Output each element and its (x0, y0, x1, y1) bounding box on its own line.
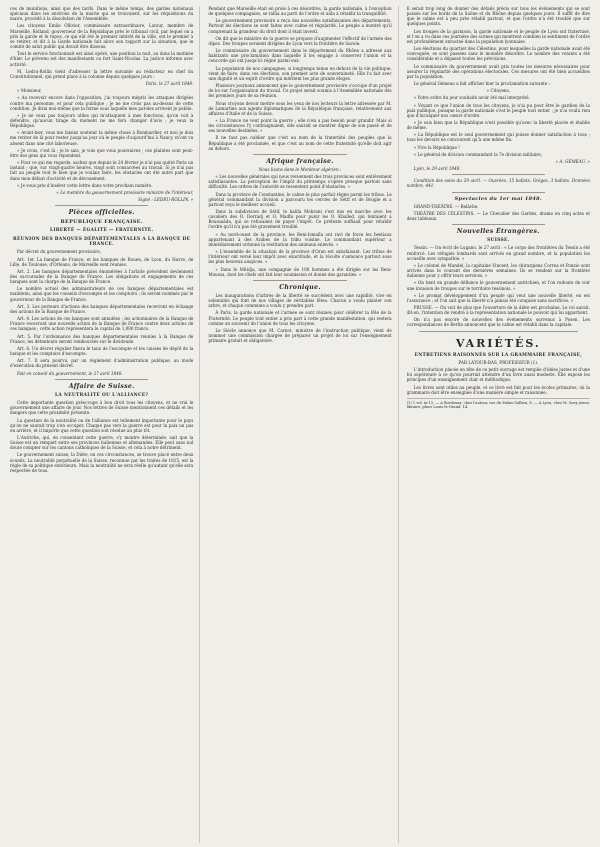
paragraph: THÉÂTRE DES CÉLESTINS. — Le Chevalier des Gardes, drame en cinq actes et deux tableaux. (406, 210, 590, 221)
paragraph: Le général Gémeau a fait afficher hier la proclamation suivante : (413, 81, 550, 87)
paragraph: L'Autriche, qui, en consentant cette guerre, s'y montre déterminée, sait que la Suisse est un rempart entre ses provinces italiennes et allemandes. Elle peut sans nul doute compter sur les cantons catholiques de la Suisse, et cela à notre détriment. (10, 435, 194, 451)
divider (55, 379, 148, 380)
paragraph: Art. 5. Par l'ordonnance des banques départementales réunies à la Banque de France, les détenteurs seront remboursés sur le dividende. (10, 333, 194, 344)
divider (55, 205, 148, 206)
paragraph: Tout le service fonctionnait est ainsi opéré, une position la nuit, au dans la matinée d'hier. Le prévenu est des manifestants ou fort Saint-Nicolas. La justice informe avec activité. (10, 51, 194, 67)
paragraph: « Au recevoir encore dans l'opposition, j'ai toujours mépris les attaques dirigées contre ma personne, et pour cela publique ; je ne me crois pas au-dessus de cette condition. Je dirai moi-même que la forme sous laquelle mes paroles arrivent je publie. (10, 95, 194, 111)
paragraph: « Les nouvelles générales qui nous reviennent des trois provinces sont entièrement satisfaisantes. La perception de l'impôt du printemps s'opère presque partout sans difficulté. Les ordres de l'autorité se ressentent point d'obstacles. » (208, 174, 392, 190)
paragraph: « Vive la République ! (413, 144, 460, 150)
signature-line: « Le membre du gouvernement provisoire ministre de l'intérieur, (56, 189, 194, 195)
paragraph: « La République est le seul gouvernement qui puisse donner satisfaction à tous ; tous les devoirs ne concourent qu'à une même fin. (406, 132, 590, 143)
paragraph: Le commissaire du gouvernement avait pris toutes les mesures nécessaires pour assurer la régularité des opérations électorales. Ces mesures ont été bien accueillies par la population. (406, 63, 590, 79)
paragraph: Tessin. — On écrit de Lugano, le 27 avril : « Le corps des frontières du Tessin a été renforcé. Les réfugiés lombards sont arrivés en grand nombre, et la population les accueille avec sympathie. » (406, 245, 590, 261)
paragraph: L'introduction placée en tête de ce petit ouvrage est remplie d'idées justes et d'une foi supérieure à ce qu'on pourrait attendre d'un livre aussi modeste. Elle expose les principes d'un enseignement clair et méthodique. (406, 367, 590, 383)
paragraph: « On tient en grande défiance le gouvernement autrichien, et l'on redoute de voir une invasion de troupes sur le territoire tessinois. » (406, 280, 590, 291)
paragraph: Il ne faut pas oublier que c'est au nom de la fraternité des peuples que la République a été proclamée, et que c'est au nom de cette fraternité qu'elle doit agir au dehors. (208, 135, 392, 151)
paragraph: « Avant-hier, vous me faisiez soutenir la même chose à Bombardier, et moi je dois me retirer de là pour rester jusqu'au jour où le peuple d'aujourd'hui à Nancy, m'ont vu absent dans une cité laborieuse. (10, 130, 194, 146)
divider (452, 192, 545, 193)
footnote: (1) 1 vol. in-12. — A Bordeaux, chez l'auteur, rue du Palais-Gallien, 8. — A Lyon, chez M. Savy jeune, libraire, place Louis-le-Grand, 14. (407, 398, 590, 410)
paragraph: La population de nos campagnes, si longtemps tenue en dehors de la vie politique, vient de faire, dans ces élections, son premier acte de souveraineté. Elle l'a fait avec une dignité et un esprit d'ordre qui méritent les plus grands éloges. (208, 65, 392, 81)
paragraph: Le gouvernement suisse, la Diète, en ces circonstances, se trouve placé entre deux écueils. La neutralité perpétuelle de la Suisse, reconnue par les traités de 1815, est la règle de sa politique extérieure. Mais la neutralité ne sera réelle qu'autant qu'elle sera respectée de tous. (10, 452, 194, 473)
paragraph: « Je suis bien que la République n'est possible qu'avec la liberté placée et établie de même. (406, 119, 590, 131)
paragraph: « Pour ce qui me regarde, sachez que depuis le 24 février je n'ai pas quitté Paris un instant ; que, sur vingt-quatre heures, vingt sont consacrées au travail. Si je n'ai pas fait au peuple tout le bien que je voulais faire, les obstacles ont été autre part que dans mon défaut d'activité et de dévouement. (10, 160, 194, 181)
paragraph: Dans la province de Constantine, le calme le plus parfait règne parmi les tribus. Le général commandant la division a parcouru les cercles de Sétif et de Bougie et a partout reçu le meilleur accueil. (208, 191, 392, 207)
paragraph: « Je crois, c'est là ; je le sais, je vois que vous poursuivez ; ces plaintes sont peut-être des gens qui vous répondent. (10, 147, 194, 158)
paragraph: « Le colonel de Mandel, la capitaine Vincent, les chirurgiens Correa et Ponzio sont arrivés dans le courant des dernières semaines. Ils se rendent sur la frontière italienne pour y offrir leurs services. » (406, 262, 590, 279)
dateline: Lyon, le 29 avril 1848. (413, 166, 461, 172)
columns (10, 6, 590, 843)
paragraph: La question de la neutralité ou de l'alliance est tellement importante pour le pays qu'on ne saurait trop s'en occuper. Chaque pas vers la guerre est pour la paix un pas en arrière, et il importe que cette question soit résolue au plus tôt. (10, 417, 194, 433)
paragraph: Les livres sont utiles au peuple, et ce livre est fait pour les écoles primaires, où la grammaire doit être enseignée d'une manière simple et raisonnée. (406, 384, 590, 395)
paragraph: Art. 3. Les porteurs d'actions des banques départementales recevront en échange des actions de la Banque de France. (10, 303, 194, 314)
byline: PAR LATOUR-BAS, PROFESSEUR (1). (458, 360, 539, 365)
paragraph: Art. 6. Un décret régulier fixera le taux de l'escompte et les caisses de dépôt de la banque et les comptoirs d'escompte. (10, 345, 194, 357)
column-middle (208, 6, 398, 843)
paragraph: Pendant que Marseille était en proie à ces désordres, la garde nationale, à l'exception de quelques compagnies, se rallia au parti de l'ordre et aida à rétablir la tranquillité. (208, 6, 392, 17)
divider (419, 331, 578, 332)
subheading: LA NEUTRALITÉ OU L'ALLIANCE? (55, 392, 149, 398)
paragraph: Dans la subdivision de Sétif, le kalifa Mokrani s'est mis en marche avec les cavaliers des O. Derradj et O. Madhi pour punir les O. Khalled, qui tentaient à Boussaâda, qui se refusaient de payer l'impôt. Ce prétexte suffisait pour rétablir l'ordre qu'il n'a pas été gravement troublé. (208, 209, 392, 230)
paragraph: On n'a pas encore de nouvelles des événements survenus à Posen. Les correspondances de Berlin annoncent que le calme est rétabli dans la capitale. (406, 317, 590, 328)
paragraph: « Je ne veux pas toujours utiles qui m'attaquent à mes fonctions, qu'on voit à défendre, qu'aucun tirage du moment ne me fera changer d'avis ; je veux la République. (10, 112, 194, 129)
paragraph: Fait en conseil du gouvernement, le 27 avril 1848. (17, 370, 123, 376)
subheading: Nous lisons dans le Moniteur algérien : (258, 166, 342, 172)
paragraph: M. Ledru-Rollin vient d'adresser la lettre suivante au rédacteur en chef du Constitutionnel, qui prend place à la colonne depuis quelques jours : (10, 68, 194, 79)
subheading: SUISSE. (487, 238, 510, 243)
paragraph: Nous croyons devoir mettre sous les yeux de nos lecteurs la lettre adressée par M. de Lamartine aux agents diplomatiques de la République française, relativement aux affaires d'Italie et de la Suisse. (208, 100, 392, 116)
section-heading: VARIÉTÉS. (455, 336, 541, 350)
paragraph: Art. 1er. La banque de France, et les banques de Rouen, de Lyon, du Havre, de Lille, de Toulouse, d'Orléans, de Marseille sont réunies. (10, 256, 194, 267)
letter-date: Paris, le 27 avril 1848. (145, 81, 194, 87)
paragraph: « Dans le Mitidja, une compagnie de 100 hommes a été dirigée sur les Beni-Moussa, dont les chefs ont fait leur soumission et donné des garanties. » (208, 266, 392, 277)
subheading: LIBERTÉ — ÉGALITÉ — FRATERNITÉ. (50, 228, 154, 234)
signature: Signé : LEDRU-ROLLIN. » (138, 197, 194, 202)
paragraph: Par décret du gouvernement provisoire, (17, 249, 102, 255)
paragraph: Le nombre actuel des administrateurs de ces banques départementales est maintenu, ainsi que les conseils d'escompte et les comptoirs ; ils seront nommés par le gouverneur de la Banque de France. (10, 286, 194, 302)
paragraph: Les élections du quartier des Célestins, pour lesquelles la garde nationale avait été convoquée, se sont passées sans le moindre désordre. Le nombre des votants a été considérable et a dépassé toutes les prévisions. (406, 46, 590, 62)
paragraph: « Je vous prie d'insérer cette lettre dans votre prochain numéro. (17, 182, 153, 188)
paragraph: On dit que le ministre de la guerre se propose d'augmenter l'effectif de l'armée des Alpes. Des troupes seraient dirigées de Lyon vers la frontière de Savoie. (208, 35, 392, 46)
column-left (10, 6, 200, 843)
paragraph: « La France ne veut point la guerre ; elle n'en a pas besoin pour grandir. Mais si les circonstances l'y contraignaient, elle saurait se montrer digne de son passé et de ses nouvelles destinées. » (208, 117, 392, 134)
divider (253, 154, 346, 155)
signature: « A. GÉMEAU. » (555, 158, 590, 164)
paragraph: Cette importante question préoccupe à bon droit tous les citoyens, et ne vrai le gouvernement une affaire de jour. Nos lettres de Suisse mentionnent ces détails et les dangers que cette proximité présente. (10, 400, 194, 416)
section-heading: Chronique. (279, 283, 321, 291)
paragraph: Le Siècle annonce que M. Carnot, ministre de l'instruction publique, vient de nommer une commission chargée de préparer un projet de loi sur l'enseignement primaire gratuit et obligatoire. (208, 327, 392, 344)
paragraph: Condition des soies du 29 avril. — Ouvrées, 15 ballots. Grèges, 3 ballots. Données nombre, 441. (406, 178, 590, 189)
paragraph: « Le général de division commandant la 7e division militaire, (413, 151, 543, 157)
paragraph: PRUSSE. — On voit de plus que l'ouverture de la diète est prochaine. Le roi aurait, dit-on, l'intention de rendre à la représentation nationale le pouvoir qui lui appartient. (406, 304, 590, 316)
section-heading: Affaire de Suisse. (68, 382, 135, 390)
paragraph: Art. 2. Les banques départementales énumérées à l'article précédent deviennent des succursales de la Banque de France. Les obligations et engagements de ces banques sont la charge de la Banque de France. (10, 268, 194, 285)
column-right (407, 6, 590, 843)
paragraph: ces de munitions, ainsi que des tarifs. Dans le même temps, des gardes nationaux spéciaux dans les environs de la mairie qui se trouvaient, sur les réquisitions du maire, procédé à la dissolution de l'Assemblée. (10, 6, 194, 22)
proclamation-line: « Citoyens, (486, 88, 511, 94)
paragraph: À Paris, la garde nationale et l'armée se sont réunies pour célébrer la fête de la Fraternité. Le peuple tout entier a pris part à cette grande manifestation, qui restera comme un souvenir de l'union de tous les citoyens. (208, 310, 392, 326)
subheading: RÉUNION DES BANQUES DÉPARTEMENTALES A LA BANQUE DE FRANCE. (13, 236, 191, 247)
section-heading: Pièces officielles. (68, 209, 135, 217)
paragraph: « L'ensemble de la situation de la province d'Oran est satisfaisant. Les tribus de l'intérieur ont versé leur impôt avec exactitude, et la récolte s'annonce partout sous les plus heureux auspices. » (208, 249, 392, 265)
paragraph: Les troupes de la garnison, la garde nationale et le peuple de Lyon ont fraternisé, et l'on a vu dans ces journées des scènes qui montrent combien le sentiment de l'ordre est profondément enraciné dans la population lyonnaise. (406, 28, 590, 44)
paragraph: « Monsieur, (17, 88, 42, 94)
section-heading: Afrique française. (266, 157, 334, 165)
divider (452, 174, 545, 175)
paragraph: Art. 7. Il sera pourvu, par un règlement d'administration publique, au mode d'exécution du présent décret. (10, 358, 194, 369)
paragraph: Il serait trop long de donner des détails précis sur tous les événements qui se sont passés sur les bords de la Saône et du Rhône depuis quelques jours. Il suffit de dire que le calme est à peu près rétabli partout, et que l'ordre n'a été troublé que sur quelques points. (406, 6, 590, 27)
paragraph: « Le prompt développement d'un peuple qui veut une nouvelle liberté, en est l'assurance ; et l'on sait que la liberté n'a jamais été conquise sans sacrifices. » (406, 292, 590, 303)
paragraph: Art. 4. Les actions de ces banques sont annulées ; les actionnaires de la Banque de France recevront une nouvelle action de la Banque de France contre deux actions de ces banques ; cette action représentera le capital de 1,000 francs. (10, 316, 194, 332)
paragraph: « Voyant ce que l'union de tous les citoyens, je n'ai pu pour être le gardien de la paix publique, puisque la garde nationale s'est le peuple tout entier ; je n'ai voulu rien que d'inculquer nos cœurs d'ordre. (406, 102, 590, 118)
paragraph: Plusieurs journaux annoncent que le gouvernement provisoire s'occupe d'un projet de loi sur l'organisation du travail. Ce projet serait soumis à l'Assemblée nationale dès les premiers jours de sa réunion. (208, 83, 392, 99)
paragraph: Les citoyens Emile Ollivier, commissaire extraordinaire, Latour, membre de Marseille, Rolland, gouverneur de la République près le tribunal civil, par lequel on a pris la garde et le repos, ce qui eût été le premier intérêt de la ville, ont le premier à se retirer, et dit à la Garde nationale fait alors son rapport sur la situation, que le comité de salut public qui devait être dissous. (10, 23, 194, 50)
divider (452, 224, 545, 225)
paragraph: « Au nord-ouest de la province, les Beni-Ismaïla ont ravi de force les bestiaux appartenant à des Arabes de la tribu voisine. Le commandant supérieur a immédiatement ordonné la restitution des animaux enlevés. » (208, 231, 392, 247)
section-heading: Nouvelles Étrangères. (456, 228, 540, 235)
subheading: ENTRETIENS RAISONNÉS SUR LA GRAMMAIRE FRANÇAISE, (414, 352, 583, 358)
paragraph: « Votre ordre du jour souhaité avoir été mal interprété. (413, 95, 530, 101)
paragraph: Le commissaire du gouvernement dans le département du Rhône a adressé aux habitants une proclamation dans laquelle il les engage à conserver l'union et la concorde qui ont jusqu'ici régné parmi eux. (208, 48, 392, 64)
paragraph: Le gouvernement provisoire a reçu des nouvelles satisfaisantes des départements. Partout les élections se sont faites avec calme et régularité. Le peuple a montré qu'il comprenait la grandeur du droit dont il était investi. (208, 18, 392, 34)
subheading: RÉPUBLIQUE FRANÇAISE. (60, 219, 143, 226)
divider (253, 280, 346, 281)
section-heading: Spectacles du 1er mai 1848. (454, 195, 543, 202)
paragraph: GRAND-THÉÂTRE. — Relâche. (413, 203, 479, 209)
paragraph: Les inaugurations d'arbres de la liberté se succèdent avec une rapidité, vive en solennités qui font de nos villages de véritables fêtes. Chacun a voulu planter son arbre, et chaque commune a voulu y prendre part. (208, 292, 392, 309)
